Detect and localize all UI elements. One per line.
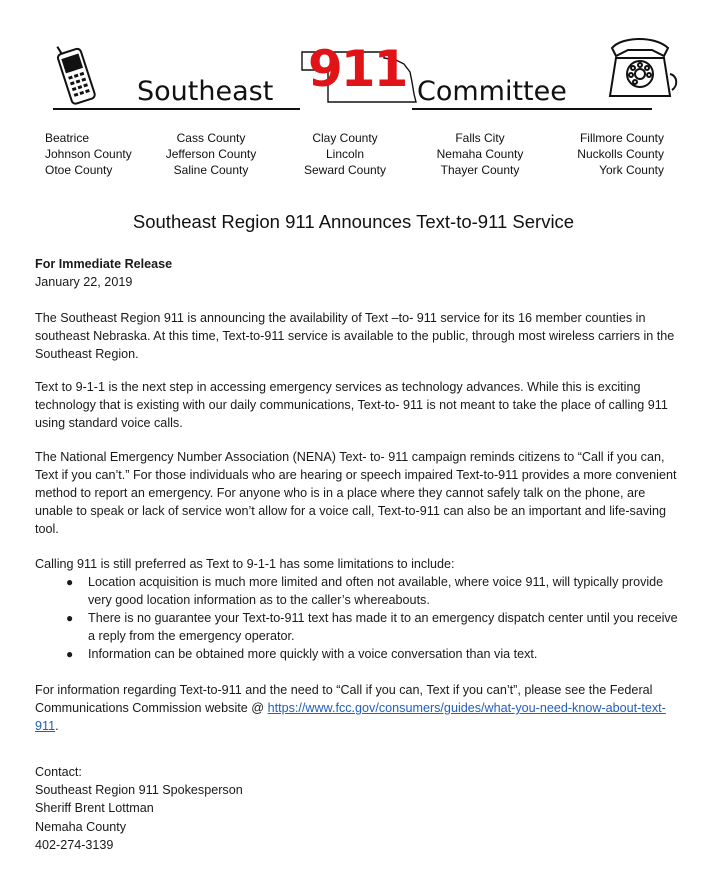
county-name: Falls City	[455, 131, 505, 145]
contact-phone: 402-274-3139	[35, 837, 114, 852]
headline: Southeast Region 911 Announces Text-to-911 Service	[132, 211, 575, 232]
county-name: York County	[599, 163, 664, 177]
county-column-1	[45, 130, 132, 178]
paragraph-next-step: Text to 9-1-1 is the next step in accessing emergency services as technology advances. While this is exciting technology that is existing with our daily communications, Text-to- 911 is not meant to take the place of calling 911 using standard voice calls.	[35, 380, 668, 430]
county-name: Jefferson County	[165, 147, 257, 161]
bullet-icon: ●	[66, 647, 74, 661]
paragraph-fcc-info	[35, 681, 685, 735]
county-name: Beatrice	[45, 131, 90, 145]
contact-person: Sheriff Brent Lottman	[35, 801, 154, 816]
cell-phone-icon	[52, 44, 102, 106]
county-name: Saline County	[173, 163, 249, 177]
fcc-info-text: For information regarding Text-to-911 and the need to “Call if you can, Text if you can’t”, please see the Federal Communications Commission website @	[35, 683, 653, 715]
bullet-icon: ●	[66, 611, 74, 625]
header-rule-right	[412, 108, 652, 110]
release-label: For Immediate Release	[35, 257, 173, 271]
county-name: Nuckolls County	[577, 147, 664, 161]
county-column-3	[300, 130, 390, 178]
paragraph-nena: The National Emergency Number Association (NENA) Text- to- 911 campaign reminds citizens to “Call if you can, Text if you can’t.” For those individuals who are hearing or speech impaired Text-to-911 provides a more convenient method to report an emergency. For anyone who is in a place where they cannot safely talk on the phone, are unable to speak or lack of service won’t allow for a voice call, Text-to-911 can also be an important and life-saving tool.	[35, 450, 677, 536]
title-southeast: Southeast	[137, 76, 274, 107]
paragraph-availability: The Southeast Region 911 is announcing the availability of Text –to- 911 service for its 16 member counties in southeast Nebraska. At this time, Text-to-911 service is available to the public, through most wireless carriers in the Southeast Region.	[35, 311, 675, 361]
contact-name: Southeast Region 911 Spokesperson	[35, 783, 243, 798]
county-column-5	[574, 130, 664, 178]
county-name: Cass County	[176, 131, 246, 145]
contact-block	[35, 763, 685, 854]
county-name: Lincoln	[325, 147, 365, 161]
county-name: Otoe County	[45, 163, 113, 177]
county-name: Seward County	[303, 163, 387, 177]
county-name: Clay County	[312, 131, 378, 145]
paragraph-limitations: Calling 911 is still preferred as Text to 9-1-1 has some limitations to include:	[35, 557, 455, 571]
county-name: Thayer County	[440, 163, 520, 177]
county-name: Johnson County	[45, 147, 132, 161]
logo-911: 911	[308, 40, 407, 98]
contact-label: Contact:	[35, 765, 82, 779]
county-name: Fillmore County	[579, 131, 664, 145]
county-name: Nemaha County	[436, 147, 524, 161]
county-column-2	[165, 130, 257, 178]
bullet-text: There is no guarantee your Text-to-911 text has made it to an emergency dispatch center until you receive a reply from the emergency operator.	[88, 611, 678, 643]
release-date: January 22, 2019	[35, 275, 133, 289]
fcc-website-link[interactable]: https://www.fcc.gov/consumers/guides/what-you-need-know-about-text-911	[35, 701, 666, 733]
letterhead	[0, 0, 707, 120]
county-list	[0, 130, 707, 180]
bullet-text: Information can be obtained more quickly with a voice conversation than via text.	[88, 647, 538, 661]
fcc-info-period: .	[55, 719, 59, 733]
county-column-4	[434, 130, 526, 178]
bullet-text: Location acquisition is much more limited and often not available, where voice 911, will typically provide very good location information as to the caller’s whereabouts.	[88, 575, 664, 607]
title-committee: Committee	[417, 76, 567, 107]
rotary-phone-icon	[602, 34, 678, 106]
contact-county: Nemaha County	[35, 819, 127, 834]
header-rule-left	[53, 108, 300, 110]
bullet-icon: ●	[66, 575, 74, 589]
